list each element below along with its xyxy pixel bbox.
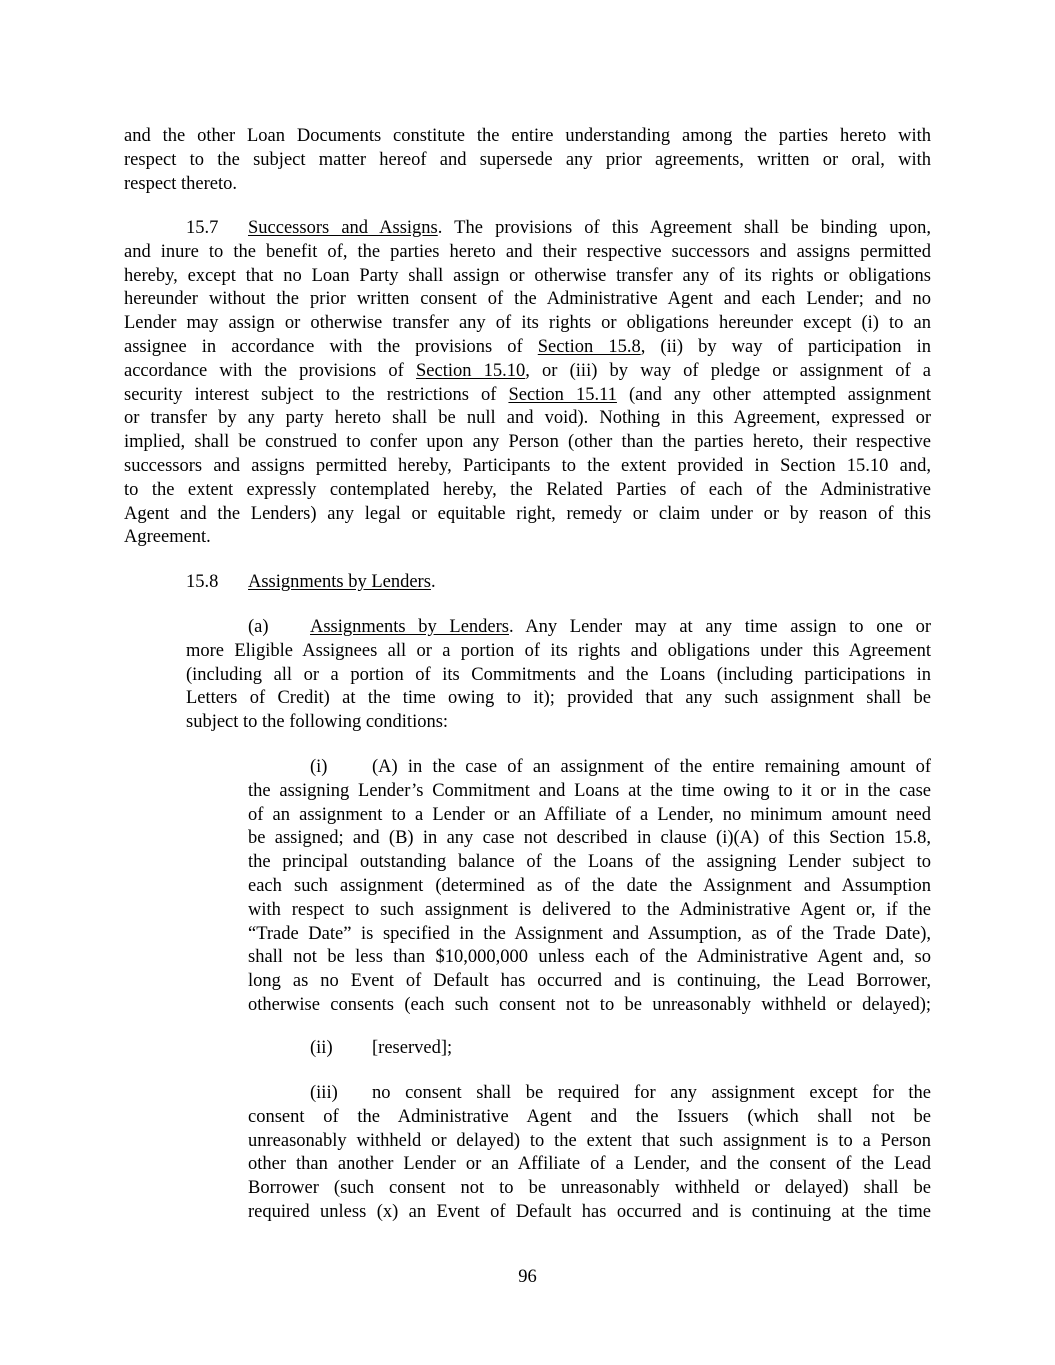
subsection-a — [186, 616, 931, 735]
section-number: 15.7 — [186, 218, 219, 238]
text-run: assignee in accordance with the provisions of — [124, 336, 538, 357]
clause-number: (ii) — [310, 1038, 333, 1058]
section-heading: Successors and Assigns — [248, 218, 438, 238]
text-line: with respect to such assignment is delivered to the Administrative Agent or, if the — [248, 899, 931, 920]
section-first-line — [124, 217, 931, 241]
clause-i — [248, 756, 931, 1018]
text-run: security interest subject to the restrictions of — [124, 384, 509, 405]
clause-ii — [248, 1037, 931, 1061]
text-line: more Eligible Assignees all or a portion of its rights and obligations under this Agreement — [186, 640, 931, 661]
text-line: the assigning Lender’s Commitment and Loans at the time owing to it or in the case — [248, 780, 931, 801]
page-number: 96 — [518, 1267, 537, 1287]
section-number: 15.8 — [186, 572, 219, 592]
section-15-8 — [124, 571, 931, 595]
text-run: , or (iii) by way of pledge or assignment of a — [525, 360, 931, 381]
text-line: “Trade Date” is specified in the Assignment and Assumption, as of the Trade Date), — [248, 923, 931, 944]
text-line: consent of the Administrative Agent and the Issuers (which shall not be — [248, 1106, 931, 1127]
text-line: Borrower (such consent not to be unreasonably withheld or delayed) shall be — [248, 1178, 931, 1199]
text-line — [124, 360, 931, 384]
text-line: shall not be less than $10,000,000 unless each of the Administrative Agent and, so — [248, 947, 931, 968]
text-line: implied, shall be construed to confer upon any Person (other than the parties hereto, their respective — [124, 432, 931, 453]
clause-first-line — [248, 1037, 931, 1061]
text-line: Agreement. — [124, 527, 211, 548]
clause-first-line — [248, 756, 931, 780]
text-line: long as no Event of Default has occurred and is continuing, the Lead Borrower, — [248, 971, 931, 992]
text-line: hereunder without the prior written consent of the Administrative Agent and each Lender; and no — [124, 289, 931, 310]
text-line: Letters of Credit) at the time owing to it); provided that any such assignment shall be — [186, 688, 931, 709]
text-line: subject to the following conditions: — [186, 712, 449, 733]
text-line: be assigned; and (B) in any case not described in clause (i)(A) of this Section 15.8, — [248, 828, 931, 849]
text-line: hereby, except that no Loan Party shall assign or otherwise transfer any of its rights or obligations — [124, 265, 931, 286]
text-line: other than another Lender or an Affiliate of a Lender, and the consent of the Lead — [248, 1154, 931, 1175]
text-run: no consent shall be required for any assignment except for the — [372, 1083, 931, 1103]
clause-first-line — [248, 1082, 931, 1106]
text-run: accordance with the provisions of — [124, 360, 416, 381]
section-reference-15-8[interactable]: Section 15.8 — [537, 336, 641, 357]
section-reference-15-11[interactable]: Section 15.11 — [508, 384, 617, 405]
paragraph-entire-agreement — [124, 125, 931, 196]
text-line: respect to the subject matter hereof and supersede any prior agreements, written or oral, with — [124, 149, 931, 170]
text-line: or transfer by any party hereto shall be null and void). Nothing in this Agreement, expressed or — [124, 408, 931, 429]
section-first-line — [124, 571, 931, 595]
clause-number: (i) — [310, 757, 328, 777]
text-line: Agent and the Lenders) any legal or equitable right, remedy or claim under or by reason of this — [124, 503, 931, 524]
text-line — [124, 336, 931, 360]
text-run: (and any other attempted assignment — [616, 384, 931, 405]
text-line: Lender may assign or otherwise transfer any of its rights or obligations hereunder except (i) to an — [124, 313, 931, 334]
subsection-heading: Assignments by Lenders — [310, 617, 509, 637]
text-run: [reserved]; — [372, 1038, 453, 1058]
text-line: and the other Loan Documents constitute the entire understanding among the parties hereto with — [124, 126, 931, 146]
text-line: to the extent expressly contemplated hereby, the Related Parties of each of the Administrative — [124, 479, 931, 500]
text-run: (A) in the case of an assignment of the entire remaining amount of — [372, 757, 931, 777]
text-run: . — [430, 572, 436, 592]
text-line: otherwise consents (each such consent not to be unreasonably withheld or delayed); — [248, 994, 931, 1015]
text-line — [124, 384, 931, 408]
text-run: . The provisions of this Agreement shall be binding upon, — [437, 218, 931, 238]
text-line: of an assignment to a Lender or an Affiliate of a Lender, no minimum amount need — [248, 804, 931, 825]
section-first-line — [186, 616, 931, 640]
section-heading: Assignments by Lenders — [248, 572, 431, 592]
text-line: and inure to the benefit of, the parties hereto and their respective successors and assigns permitted — [124, 241, 931, 262]
text-run: , (ii) by way of participation in — [640, 336, 931, 357]
section-15-7 — [124, 217, 931, 550]
section-reference-15-10[interactable]: Section 15.10 — [415, 360, 526, 381]
text-line: each such assignment (determined as of the date the Assignment and Assumption — [248, 875, 931, 896]
text-run: . Any Lender may at any time assign to one or — [509, 617, 931, 637]
text-line: (including all or a portion of its Commitments and the Loans (including participations in — [186, 664, 931, 685]
text-line: respect thereto. — [124, 173, 237, 194]
text-line: required unless (x) an Event of Default has occurred and is continuing at the time — [248, 1201, 931, 1222]
text-line: the principal outstanding balance of the Loans of the assigning Lender subject to — [248, 852, 931, 873]
subsection-number: (a) — [248, 617, 269, 637]
text-line: successors and assigns permitted hereby, Participants to the extent provided in Section 15.10 and, — [124, 455, 931, 476]
text-line: unreasonably withheld or delayed) to the extent that such assignment is to a Person — [248, 1130, 931, 1151]
clause-number: (iii) — [310, 1083, 338, 1103]
clause-iii — [248, 1082, 931, 1225]
